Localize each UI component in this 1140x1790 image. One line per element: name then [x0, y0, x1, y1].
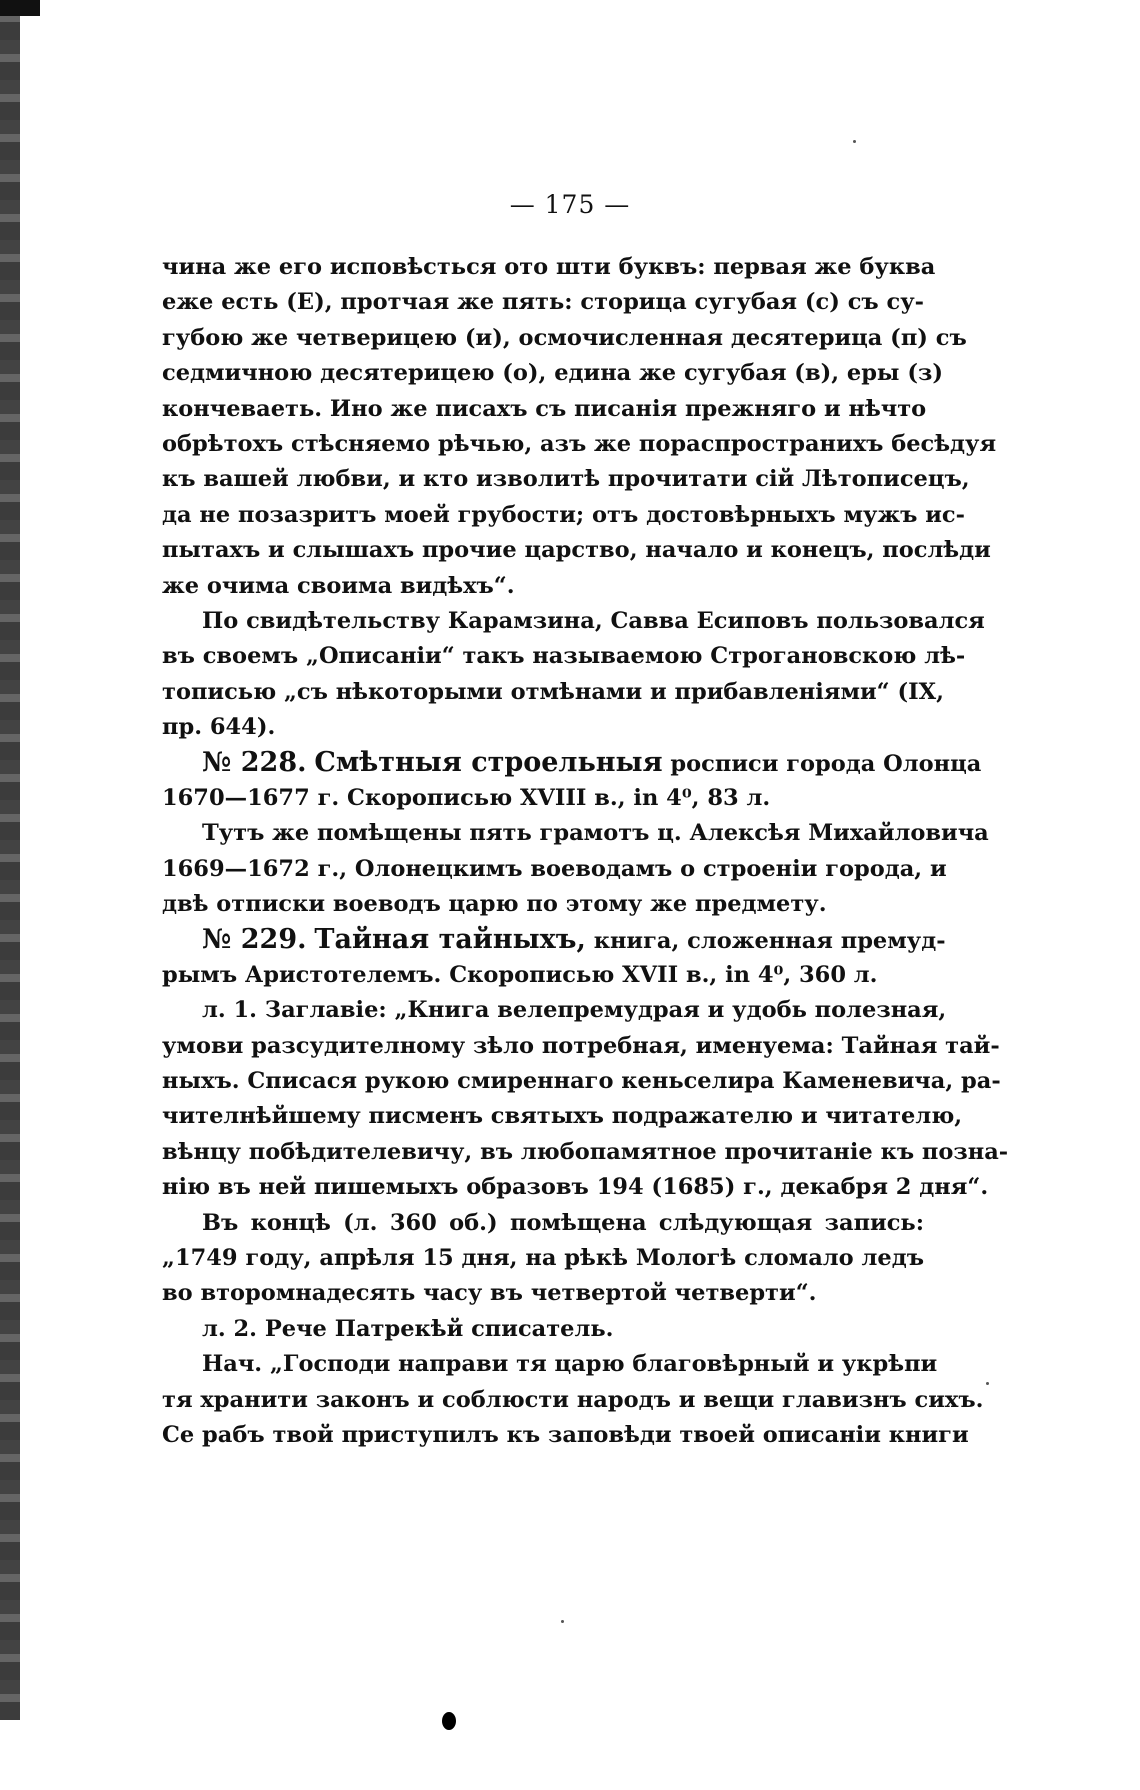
text-line: пытахъ и слышахъ прочие царство, начало и конецъ, послѣди: [162, 537, 991, 564]
text-line: л. 1. Заглавіе: „Книга велепремудрая и удобь полезная,: [202, 997, 947, 1024]
text-line: 1670—1677 г. Скорописью XVIII в., in 4⁰, 83 л.: [162, 784, 771, 811]
text-line: вѣнцу побѣдителевичу, въ любопамятное прочитаніе къ позна-: [162, 1138, 1009, 1165]
entry-heading-line: [162, 745, 982, 780]
text-line: л. 2. Рече Патрекѣй списатель.: [202, 1315, 614, 1342]
text-line: кончеваеть. Ино же писахъ съ писанія прежняго и нѣчто: [162, 395, 927, 422]
text-line: къ вашей любви, и кто изволитѣ прочитати сій Лѣтописецъ,: [162, 466, 970, 493]
text-line: нію въ ней пишемыхъ образовъ 194 (1685) г., декабря 2 дня“.: [162, 1174, 989, 1201]
text-line: въ своемъ „Описаніи“ такъ называемою Строгановскою лѣ-: [162, 643, 966, 670]
text-line: Въ концѣ (л. 360 об.) помѣщена слѣдующая запись:: [202, 1209, 924, 1236]
entry-number: № 229.: [202, 924, 307, 956]
text-line: рымъ Аристотелемъ. Скорописью XVII в., in 4⁰, 360 л.: [162, 961, 878, 988]
text-line: чина же его исповѣсться ото шти буквъ: первая же буква: [162, 254, 936, 280]
entry-heading-rest: книга, сложенная премуд-: [593, 928, 946, 955]
page-number: — 175 —: [509, 190, 631, 219]
catalog-entry-229: [162, 922, 946, 993]
paragraph: [162, 1312, 924, 1347]
entry-number: № 228.: [202, 747, 307, 779]
text-line: во второмнадесять часу въ четвертой четверти“.: [162, 1280, 817, 1307]
entry-heading-rest: росписи города Олонца: [670, 751, 982, 778]
catalog-entry-228: [162, 745, 982, 816]
binding-edge-shadow: [0, 0, 20, 1720]
scan-speck: [561, 1620, 564, 1623]
scan-speck: [986, 1382, 989, 1385]
text-line: 1669—1672 г., Олонецкимъ воеводамъ о строеніи города, и: [162, 855, 947, 882]
text-line: тописью „съ нѣкоторыми отмѣнами и прибавленіями“ (IX,: [162, 678, 944, 705]
text-line: еже есть (Е), протчая же пять: сторица сугубая (с) съ су-: [162, 289, 924, 316]
text-line: же очима своима видѣхъ“.: [162, 572, 515, 599]
scan-speck: [853, 140, 856, 143]
paragraph: [162, 816, 989, 922]
text-line: тя хранити законъ и соблюсти народъ и вещи главизнъ сихъ.: [162, 1386, 984, 1413]
text-line: „1749 году, апрѣля 15 дня, на рѣкѣ Мологѣ сломало ледъ: [162, 1244, 924, 1271]
entry-title: Тайная тайныхъ,: [314, 924, 586, 956]
text-line: обрѣтохъ стѣсняемо рѣчью, азъ же пораспространихъ бесѣдуя: [162, 430, 997, 457]
text-line: двѣ отписки воеводъ царю по этому же предмету.: [162, 891, 827, 918]
corner-scan-mark: [0, 0, 40, 16]
page-body: [162, 250, 1009, 1453]
text-line: седмичною десятерицею (о), едина же сугубая (в), еры (з): [162, 360, 943, 387]
text-line: Нач. „Господи направи тя царю благовѣрный и укрѣпи: [202, 1351, 938, 1378]
entry-title: Смѣтныя строельныя: [314, 747, 663, 779]
paragraph: [162, 1206, 924, 1312]
text-line: ныхъ. Списася рукою смиреннаго кеньселира Каменевича, ра-: [162, 1067, 1001, 1094]
text-line: чителнѣйшему писменъ святыхъ подражателю и читателю,: [162, 1103, 963, 1130]
paragraph: [162, 993, 1009, 1205]
paragraph: [162, 1347, 984, 1453]
text-line: По свидѣтельству Карамзина, Савва Есиповъ пользовался: [202, 607, 985, 634]
text-line: Тутъ же помѣщены пять грамотъ ц. Алексѣя Михайловича: [202, 820, 989, 847]
paragraph: [162, 250, 997, 604]
text-line: пр. 644).: [162, 714, 276, 741]
text-line: Се рабъ твой приступилъ къ заповѣди твоей описаніи книги: [162, 1421, 969, 1448]
text-line: губою же четверицею (и), осмочисленная десятерица (п) съ: [162, 324, 967, 351]
paragraph: [162, 604, 985, 746]
text-line: умови разсудителному зѣло потребная, именуема: Тайная тай-: [162, 1032, 1000, 1059]
text-line: да не позазритъ моей грубости; отъ достовѣрныхъ мужъ ис-: [162, 501, 965, 528]
ink-blot: [442, 1712, 456, 1730]
entry-heading-line: [162, 922, 946, 957]
